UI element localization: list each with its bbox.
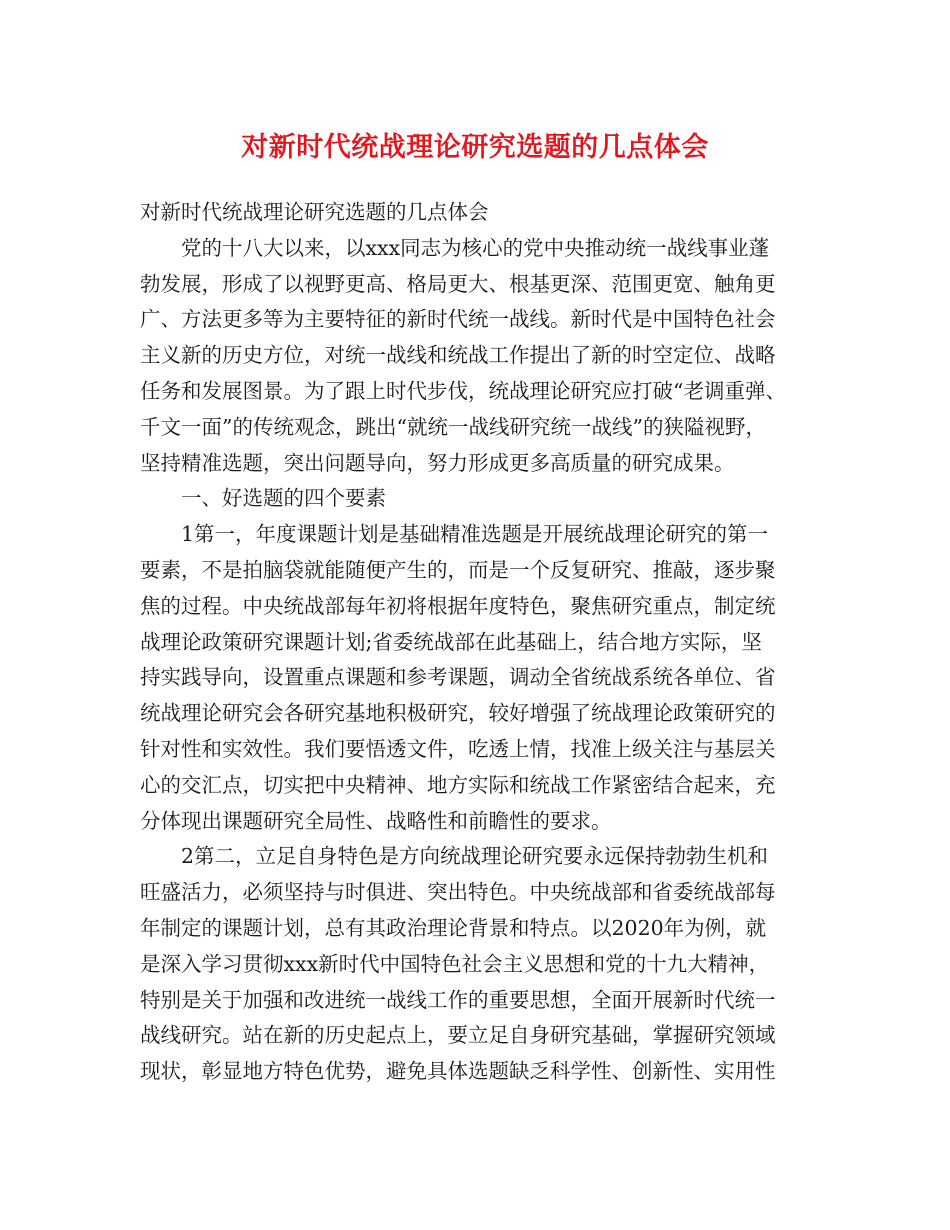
text-line: 旺盛活力，必须坚持与时俱进、突出特色。中央统战部和省委统战部每 [140,880,776,905]
text-line: 特别是关于加强和改进统一战线工作的重要思想，全面开展新时代统一 [140,987,776,1012]
text-line: 要素，不是拍脑袋就能随便产生的，而是一个反复研究、推敲，逐步聚 [140,557,776,582]
text-line: 是深入学习贯彻xxx新时代中国特色社会主义思想和党的十九大精神， [140,951,770,976]
text-line: 对新时代统战理论研究选题的几点体会 [140,200,489,224]
text-line: 战线研究。站在新的历史起点上，要立足自身研究基础，掌握研究领域 [140,1023,776,1048]
text-line: 现状，彰显地方特色优势，避免具体选题缺乏科学性、创新性、实用性 [140,1059,776,1084]
text-line: 2第二，立足自身特色是方向统战理论研究要永远保持勃勃生机和 [181,844,769,869]
text-line: 年制定的课题计划，总有其政治理论背景和特点。以2020年为例，就 [140,915,767,940]
text-line: 党的十八大以来，以xxx同志为核心的党中央推动统一战线事业蓬 [181,235,770,260]
document-body [140,195,812,1090]
text-line: 勃发展，形成了以视野更高、格局更大、根基更深、范围更宽、触角更 [140,271,776,296]
text-line: 坚持精准选题，突出问题导向，努力形成更多高质量的研究成果。 [140,450,735,475]
text-line: 针对性和实效性。我们要悟透文件，吃透上情，找准上级关注与基层关 [140,736,776,761]
text-line: 持实践导向，设置重点课题和参考课题，调动全省统战系统各单位、省 [140,665,776,690]
text-line: 心的交汇点，切实把中央精神、地方实际和统战工作紧密结合起来，充 [140,772,776,797]
document-title: 对新时代统战理论研究选题的几点体会 [241,132,709,163]
text-line: 千文一面”的传统观念，跳出“就统一战线研究统一战线”的狭隘视野， [140,414,766,439]
text-line: 主义新的历史方位，对统一战线和统战工作提出了新的时空定位、战略 [140,343,776,368]
text-line: 焦的过程。中央统战部每年初将根据年度特色，聚焦研究重点，制定统 [140,593,776,618]
text-line: 一、好选题的四个要素 [181,486,386,511]
text-line: 1第一，年度课题计划是基础精准选题是开展统战理论研究的第一 [181,522,769,547]
text-line: 任务和发展图景。为了跟上时代步伐，统战理论研究应打破“老调重弹、 [140,378,786,403]
text-line: 战理论政策研究课题计划;省委统战部在此基础上，结合地方实际，坚 [140,629,762,654]
text-line: 统战理论研究会各研究基地积极研究，较好增强了统战理论政策研究的 [140,701,776,726]
text-line: 广、方法更多等为主要特征的新时代统一战线。新时代是中国特色社会 [140,307,776,332]
text-line: 分体现出课题研究全局性、战略性和前瞻性的要求。 [140,808,612,833]
